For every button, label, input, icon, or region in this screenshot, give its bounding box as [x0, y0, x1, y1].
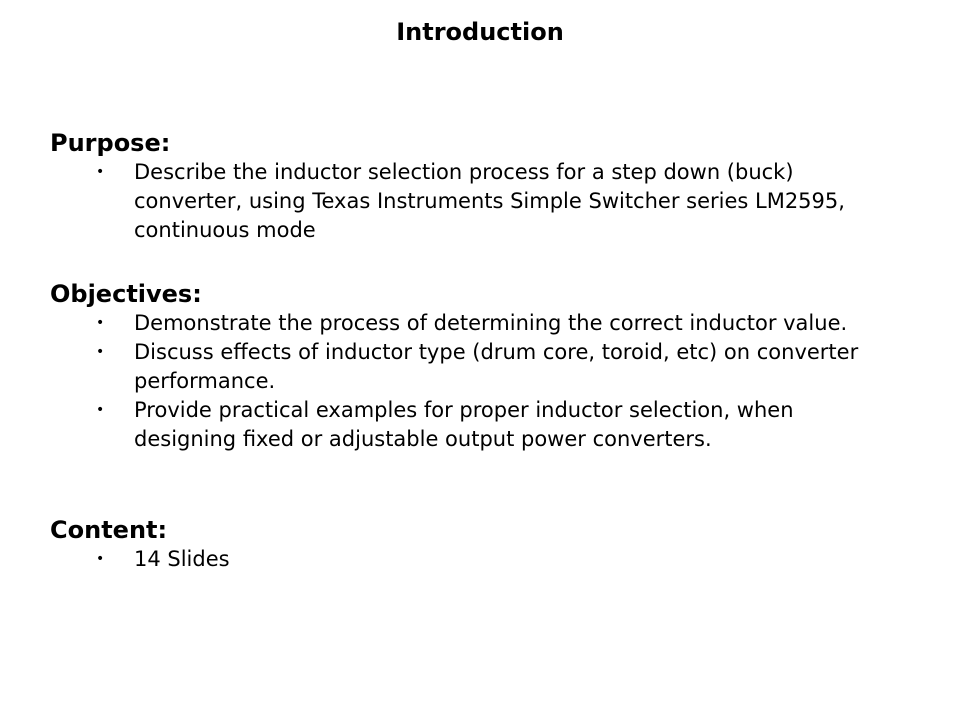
purpose-bullet-list [50, 158, 930, 245]
bullet-dot-icon: • [96, 315, 105, 331]
content-section [50, 515, 930, 574]
objectives-bullet-text: Demonstrate the process of determining the correct inductor value. [134, 311, 848, 335]
purpose-bullet [50, 158, 894, 245]
objectives-heading: Objectives: [50, 280, 202, 308]
slide-title: Introduction [396, 18, 564, 46]
content-heading: Content: [50, 516, 168, 544]
content-bullet-text: 14 Slides [134, 547, 230, 571]
objectives-bullet [50, 396, 894, 454]
bullet-dot-icon: • [96, 551, 105, 567]
content-bullet [50, 545, 894, 574]
objectives-bullet-text: Provide practical examples for proper inductor selection, when designing fixed or adjustable output power converters. [134, 398, 794, 451]
objectives-bullet [50, 338, 894, 396]
bullet-dot-icon: • [96, 402, 105, 418]
purpose-heading: Purpose: [50, 129, 171, 157]
purpose-section [50, 128, 930, 245]
objectives-bullet-text: Discuss effects of inductor type (drum core, toroid, etc) on converter performance. [134, 340, 859, 393]
purpose-bullet-text: Describe the inductor selection process for a step down (buck) converter, using Texas Instruments Simple Switcher series LM2595, continuous mode [134, 160, 845, 242]
objectives-section [50, 279, 930, 454]
bullet-dot-icon: • [96, 344, 105, 360]
objectives-bullet [50, 309, 894, 338]
objectives-bullet-list [50, 309, 930, 454]
content-bullet-list [50, 545, 930, 574]
bullet-dot-icon: • [96, 164, 105, 180]
